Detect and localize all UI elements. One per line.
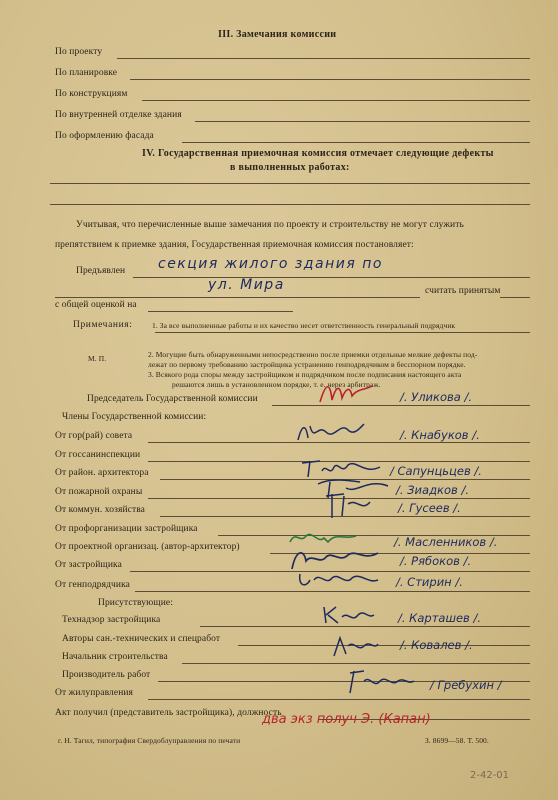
sig-label-members: Члены Государственной комиссии: — [62, 412, 207, 422]
act-received-label: Акт получил (представитель застройщика), должность — [55, 708, 282, 718]
overall-rating-label: с общей оценкой на — [55, 300, 137, 310]
section4-title-line2: в выполненных работах: — [230, 162, 350, 173]
sig-label-present: Присутствующие: — [98, 598, 173, 608]
remark-interior-line — [195, 121, 530, 122]
sig-label-general-contractor: От генподрядчика — [55, 580, 130, 590]
sig-label-sanitary: От госсанинспекции — [55, 450, 141, 460]
sig-line-authors — [238, 645, 530, 646]
presented-line-2b — [500, 297, 530, 298]
tech-supervision-signature-icon — [320, 603, 376, 627]
sig-line-construction-head — [182, 663, 530, 664]
sig-label-fire: От пожарной охраны — [55, 487, 143, 497]
sig-label-design-org: От проектной организац. (автор-архитектор) — [55, 542, 240, 552]
sig-line-chairman — [272, 405, 530, 406]
sig-label-housing: От жилуправления — [55, 688, 134, 698]
general-contractor-signature-icon — [296, 566, 382, 592]
notes-label: Примечания: — [73, 320, 133, 330]
remark-facade-line — [182, 142, 530, 143]
note-3-line2: решаются лишь в установленном порядке, т. е. через арбитраж. — [172, 380, 381, 389]
act-received-handwritten: два экз получ Э. (Капан) — [262, 712, 431, 727]
note-3-line1: 3. Всякого рода споры между застройщиком и подрядчиком после подписания настоящего акта — [148, 370, 462, 379]
sig-label-tech-supervision: Технадзор застройщика — [62, 615, 161, 625]
consider-accepted-label: считать принятым — [425, 286, 501, 296]
seal-mark: М. П. — [88, 354, 107, 363]
presented-object-handwritten: секция жилого здания по — [158, 256, 383, 272]
street-handwritten: ул. Мира — [208, 277, 285, 293]
sig-label-developer: От застройщика — [55, 560, 122, 570]
sig-name-communal: /. Гусеев /. — [398, 501, 461, 515]
note-2-line1: 2. Могущие быть обнаруженными непосредственно после приемки отдельные мелкие дефекты под- — [148, 350, 478, 359]
sig-name-construction-head: /. Ковалев /. — [400, 638, 473, 652]
sig-name-design-org: /. Масленников /. — [394, 535, 498, 549]
defects-line-2 — [50, 204, 530, 205]
sig-name-city-council: /. Кнабуков /. — [400, 428, 480, 442]
remark-project-line — [117, 58, 530, 59]
sig-label-construction-head: Начальник строительства — [62, 652, 168, 662]
sig-name-architect: / Сапунцьцев /. — [390, 464, 482, 478]
defects-line-1 — [50, 183, 530, 184]
sig-label-city-council: От гор(рай) совета — [55, 431, 133, 441]
note-1-line — [155, 332, 530, 333]
note-2-line2: лежат по первому требованию застройщика устранению генподрядчиком в бесспорном порядке. — [148, 360, 466, 369]
sig-name-tech-supervision: /. Карташев /. — [398, 611, 482, 625]
remark-planning-label: По планировке — [55, 68, 118, 78]
remark-constructions-line — [142, 100, 530, 101]
decision-paragraph-line1: Учитывая, что перечисленные выше замечания по проекту и строительству не могут служить — [76, 220, 464, 230]
footer-order-number: З. 8699—58. Т. 500. — [425, 736, 489, 745]
overall-rating-line — [148, 311, 293, 312]
remark-planning-line — [130, 79, 530, 80]
remark-constructions-label: По конструкциям — [55, 89, 128, 99]
pencil-archive-number: 2-42-01 — [470, 770, 510, 781]
construction-head-signature-icon — [330, 634, 380, 658]
section4-title-line1: IV. Государственная приемочная комиссия отмечает следующие дефекты — [142, 148, 494, 159]
remark-project-label: По проекту — [55, 47, 103, 57]
sig-name-housing: / Гребухин / — [430, 678, 502, 692]
presented-label: Предъявлен — [76, 266, 126, 276]
presented-line-2 — [55, 297, 420, 298]
city-council-signature-icon — [296, 418, 366, 446]
sig-label-trade-union: От профорганизации застройщика — [55, 524, 198, 534]
sig-label-architect: От район. архитектора — [55, 468, 149, 478]
note-1: 1. За все выполненные работы и их качество несет ответственность генеральный подрядчик — [152, 321, 456, 330]
remark-interior-label: По внутренней отделке здания — [55, 110, 182, 120]
sig-name-general-contractor: /. Стирин /. — [396, 575, 463, 589]
footer-printing-house: г. Н. Тагил, типография Свердоблуправления по печати — [58, 736, 241, 745]
sig-name-chairman: /. Уликова /. — [400, 390, 473, 404]
chairman-signature-icon — [316, 378, 376, 408]
presented-line-1 — [133, 277, 530, 278]
sig-name-developer: /. Рябоков /. — [400, 554, 472, 568]
housing-signature-icon — [346, 667, 416, 697]
sig-label-authors: Авторы сан.-технических и спецработ — [62, 634, 221, 644]
decision-paragraph-line2: препятствием к приемке здания, Государственная приемочная комиссия постановляет: — [55, 240, 414, 250]
section3-title: III. Замечания комиссии — [218, 29, 337, 40]
sig-label-works-manager: Производитель работ — [62, 670, 151, 680]
sig-label-communal: От коммун. хозяйства — [55, 505, 145, 515]
sig-name-fire: /. Зиадков /. — [396, 483, 469, 497]
remark-facade-label: По оформлению фасада — [55, 131, 154, 141]
sig-label-chairman: Председатель Государственной комиссии — [87, 394, 258, 404]
communal-signature-icon — [322, 490, 374, 520]
sig-line-housing — [148, 699, 530, 700]
